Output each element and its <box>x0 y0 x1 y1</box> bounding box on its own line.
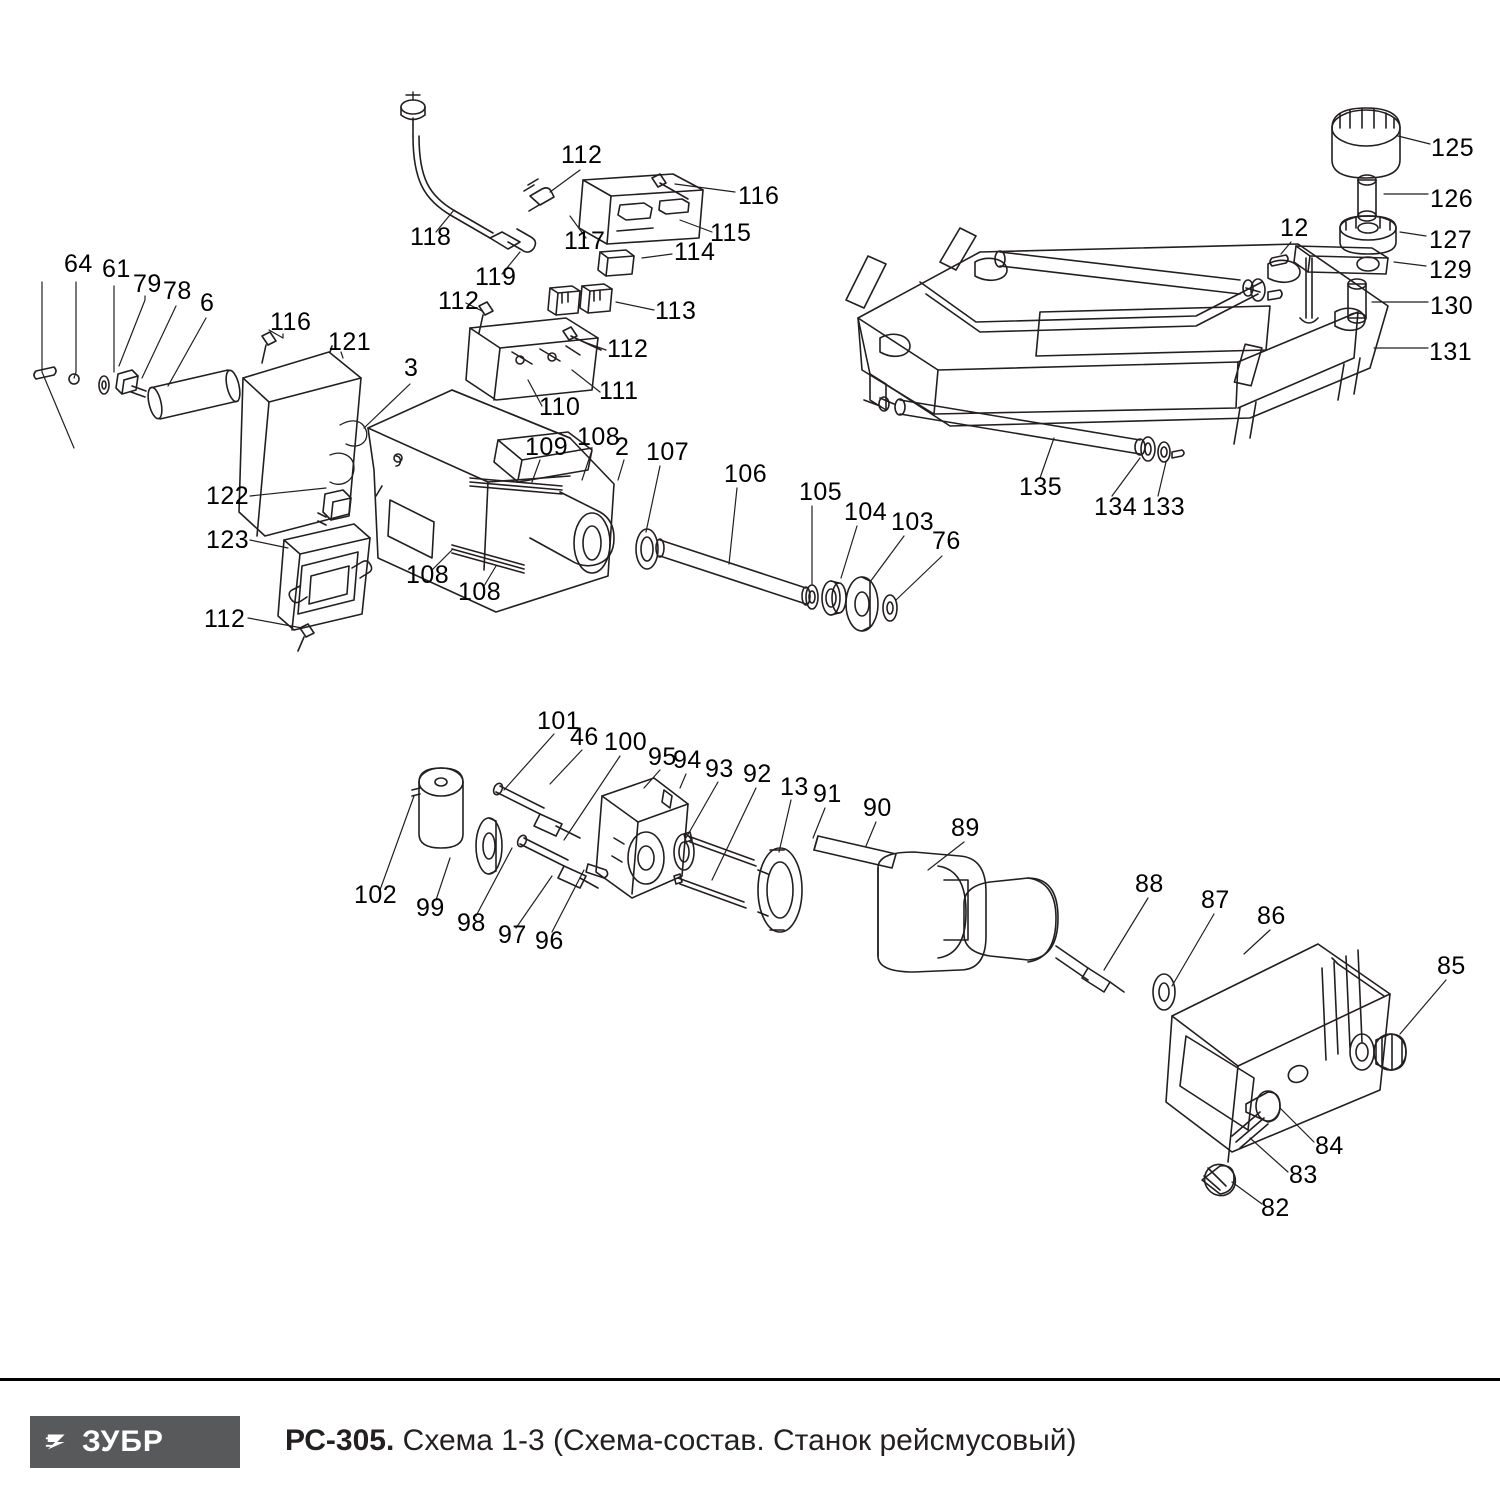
callout-110: 110 <box>539 393 581 421</box>
callout-133: 133 <box>1142 493 1186 521</box>
callout-12: 12 <box>1280 214 1309 242</box>
part-92-endplate <box>758 848 802 932</box>
callout-114: 114 <box>674 238 716 266</box>
callout-107: 107 <box>646 438 690 466</box>
part-112-screws-top <box>652 174 688 199</box>
brand-name: ЗУБР <box>82 1425 164 1458</box>
callout-100: 100 <box>604 728 648 756</box>
part-104-bearing <box>822 581 846 615</box>
callout-91: 91 <box>813 780 842 808</box>
part-79-washer <box>99 376 109 394</box>
callout-96: 96 <box>535 927 564 955</box>
diagram-caption <box>285 1424 1077 1458</box>
callout-76: 76 <box>932 527 961 555</box>
part-101-shaft <box>492 782 580 838</box>
callout-88: 88 <box>1135 870 1164 898</box>
part-116-screw-left <box>262 332 276 363</box>
part-64-pin <box>34 367 56 379</box>
part-89-stator <box>878 852 986 972</box>
part-130-screws <box>846 228 1366 388</box>
part-125-knob <box>1332 108 1400 178</box>
callout-93: 93 <box>705 755 734 783</box>
callout-99: 99 <box>416 894 445 922</box>
callout-121: 121 <box>328 328 372 356</box>
part-117-screw <box>524 179 554 211</box>
part-3-wire <box>318 421 367 525</box>
callout-125: 125 <box>1431 134 1475 162</box>
brand-logo <box>30 1416 240 1468</box>
callout-119: 119 <box>475 263 517 291</box>
part-88-rotor <box>964 878 1124 992</box>
callout-94: 94 <box>673 746 702 774</box>
part-135-bar <box>895 399 1145 455</box>
callout-86: 86 <box>1257 902 1286 930</box>
callout-109: 109 <box>525 433 569 461</box>
part-87-bearing <box>1153 974 1175 1010</box>
part-103-gear <box>846 577 878 631</box>
callout-90: 90 <box>863 794 892 822</box>
part-91-bar <box>814 836 896 868</box>
callout-13: 13 <box>780 773 809 801</box>
callout-134: 134 <box>1094 493 1138 521</box>
callout-116-left: 116 <box>270 308 312 336</box>
callout-64: 64 <box>64 250 93 278</box>
zubr-arrow-icon <box>44 1427 74 1457</box>
part-102-disc <box>412 768 463 848</box>
part-105-washer <box>806 585 818 609</box>
callout-117: 117 <box>564 227 606 255</box>
part-112-screw-left <box>479 302 493 333</box>
callout-104: 104 <box>844 498 888 526</box>
part-76-washer <box>883 595 897 621</box>
part-123-switchbox <box>278 524 372 630</box>
callout-112: 112 <box>561 141 603 169</box>
callout-111: 111 <box>599 377 639 405</box>
callout-105: 105 <box>799 478 843 506</box>
part-129-arm <box>1294 246 1388 323</box>
callout-85: 85 <box>1437 952 1466 980</box>
callout-84: 84 <box>1315 1132 1344 1160</box>
callout-130: 130 <box>1430 292 1474 320</box>
callout-101: 101 <box>537 707 581 735</box>
part-top-bar <box>995 251 1282 301</box>
callout-122: 122 <box>206 482 250 510</box>
callout-79: 79 <box>133 270 162 298</box>
callout-87: 87 <box>1201 886 1230 914</box>
callout-123: 123 <box>206 526 250 554</box>
callout-95: 95 <box>648 743 677 771</box>
callout-92: 92 <box>743 760 772 788</box>
callout-131: 131 <box>1429 338 1473 366</box>
callout-115: 115 <box>710 219 752 247</box>
part-107-bearing <box>636 529 658 569</box>
part-100-shaft <box>516 834 598 888</box>
callout-46: 46 <box>570 723 599 751</box>
callout-112-mid: 112 <box>607 335 649 363</box>
part-85-knob <box>1374 1034 1406 1070</box>
callout-126: 126 <box>1430 185 1474 213</box>
callout-102: 102 <box>354 881 398 909</box>
callout-103: 103 <box>891 508 935 536</box>
part-134-133-washers <box>1141 437 1184 462</box>
part-86-housing <box>1166 944 1390 1162</box>
part-78-bracket <box>116 370 146 397</box>
part-82-knob <box>1198 1158 1242 1202</box>
callout-118: 118 <box>410 223 452 251</box>
part-99-gear <box>476 818 502 874</box>
part-6-roller <box>146 369 243 420</box>
part-131-table <box>858 244 1388 444</box>
callout-127: 127 <box>1429 226 1473 254</box>
callout-112-lower: 112 <box>204 605 246 633</box>
callout-89: 89 <box>951 814 980 842</box>
part-106-shaft <box>656 539 810 605</box>
part-121-cover <box>239 346 361 536</box>
callout-3: 3 <box>404 354 419 382</box>
callout-108-b: 108 <box>458 578 502 606</box>
footer <box>0 1378 1500 1500</box>
part-126-screw <box>1358 175 1376 221</box>
callout-108-top: 108 <box>577 423 621 451</box>
part-table-misc <box>864 288 1260 411</box>
caption-text: Схема 1-3 (Схема-состав. Станок рейсмусовый) <box>394 1424 1077 1457</box>
callout-97: 97 <box>498 921 527 949</box>
callout-108-a: 108 <box>406 561 450 589</box>
callout-129: 129 <box>1429 256 1473 284</box>
callout-82: 82 <box>1261 1194 1290 1222</box>
callout-98: 98 <box>457 909 486 937</box>
callout-106: 106 <box>724 460 768 488</box>
callout-135: 135 <box>1019 473 1063 501</box>
part-113-blocks <box>548 284 612 315</box>
callout-61: 61 <box>102 255 131 283</box>
callout-78: 78 <box>163 277 192 305</box>
part-109-108-springs <box>452 478 562 573</box>
footer-divider <box>0 1378 1500 1381</box>
part-61-ball <box>69 374 79 384</box>
callout-6: 6 <box>200 289 215 317</box>
model-number: РС-305. <box>285 1424 395 1457</box>
callout-2: 2 <box>615 433 630 461</box>
callout-113: 113 <box>655 297 697 325</box>
callout-112-left: 112 <box>438 287 480 315</box>
callout-83: 83 <box>1289 1161 1318 1189</box>
callout-116: 116 <box>738 182 780 210</box>
